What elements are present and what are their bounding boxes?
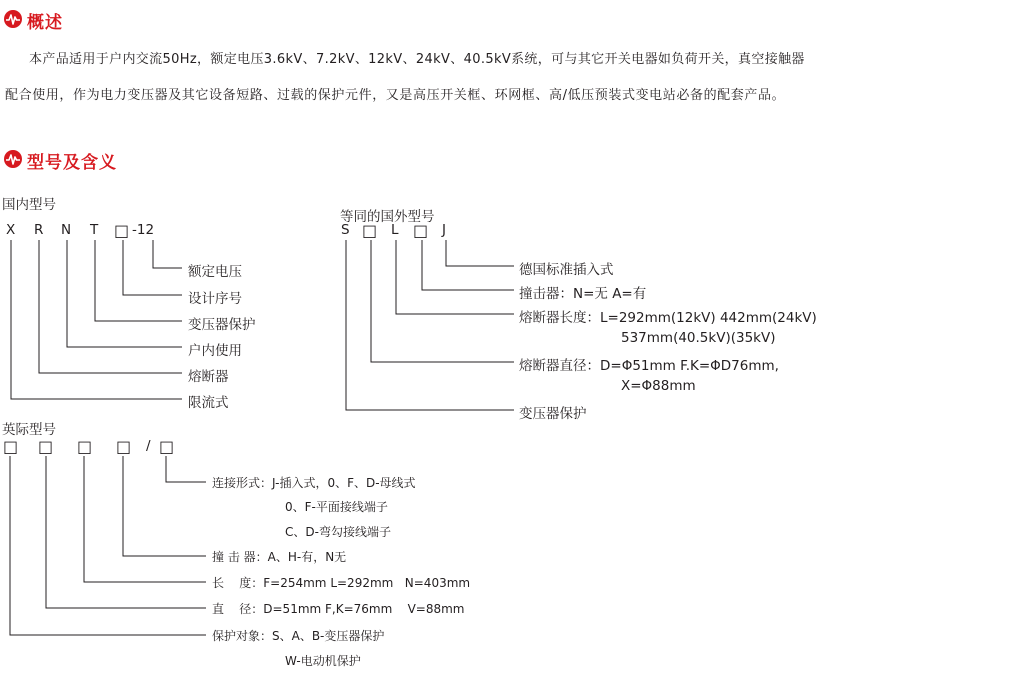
domestic-code-char: N (61, 222, 72, 238)
foreign-model-heading: 等同的国外型号 (340, 209, 435, 225)
foreign-legend-item: 德国标准插入式 (519, 262, 614, 278)
british-code-char: / (146, 438, 151, 454)
british-legend-item: 直 径：D=51mm F,K=76mm V=88mm (212, 602, 465, 616)
foreign-legend-item: 537mm(40.5kV)(35kV) (621, 330, 776, 346)
british-legend-item: W-电动机保护 (285, 654, 361, 668)
british-legend-item: 长 度：F=254mm L=292mm N=403mm (212, 576, 471, 590)
british-code-char: □ (116, 437, 132, 456)
foreign-code-char: J (442, 222, 446, 238)
foreign-code-char: □ (362, 221, 378, 240)
domestic-legend-item: 户内使用 (188, 343, 242, 359)
domestic-legend-item: 限流式 (188, 395, 229, 411)
domestic-legend-item: 设计序号 (188, 291, 242, 307)
section-title-overview: 概述 (27, 13, 63, 33)
british-code-char: □ (38, 437, 54, 456)
domestic-legend-item: 变压器保护 (188, 317, 256, 333)
foreign-code-char: S (341, 222, 350, 238)
foreign-legend-item: X=Φ88mm (621, 378, 696, 394)
domestic-code-char: X (6, 222, 16, 238)
foreign-legend-item: 变压器保护 (519, 406, 587, 422)
british-legend-item: 0、F-平面接线端子 (285, 500, 388, 514)
domestic-code-char: T (90, 222, 99, 238)
foreign-legend-item: 撞击器：N=无 A=有 (519, 286, 647, 302)
british-legend-item: 连接形式：J-插入式，0、F、D-母线式 (212, 476, 416, 490)
overview-paragraph-line-2: 配合使用，作为电力变压器及其它设备短路、过载的保护元件，又是高压开关框、环网框、高/低压预装式变电站必备的配套产品。 (5, 88, 786, 103)
foreign-code-char: □ (413, 221, 429, 240)
british-code-char: □ (159, 437, 175, 456)
foreign-code-char: L (391, 222, 399, 238)
british-legend-item: C、D-弯勾接线端子 (285, 525, 391, 539)
british-legend-item: 撞 击 器：A、H-有，N无 (212, 550, 347, 564)
domestic-code-char: □ (114, 221, 130, 240)
british-code-char: □ (3, 437, 19, 456)
domestic-legend-item: 熔断器 (188, 369, 229, 385)
domestic-code-char: R (34, 222, 44, 238)
domestic-code-char: -12 (132, 222, 155, 238)
foreign-legend-item: 熔断器直径：D=Φ51mm F.K=ΦD76mm, (519, 358, 779, 374)
domestic-legend-item: 额定电压 (188, 264, 242, 280)
british-code-char: □ (77, 437, 93, 456)
domestic-model-heading: 国内型号 (2, 197, 56, 213)
british-legend-item: 保护对象：S、A、B-变压器保护 (212, 629, 385, 643)
foreign-legend-item: 熔断器长度：L=292mm(12kV) 442mm(24kV) (519, 310, 817, 326)
overview-paragraph-line-1: 本产品适用于户内交流50Hz，额定电压3.6kV、7.2kV、12kV、24kV、40.5kV系统，可与其它开关电器如负荷开关，真空接触器 (29, 52, 805, 67)
british-model-heading: 英际型号 (2, 422, 56, 438)
section-title-model-meaning: 型号及含义 (27, 153, 117, 173)
